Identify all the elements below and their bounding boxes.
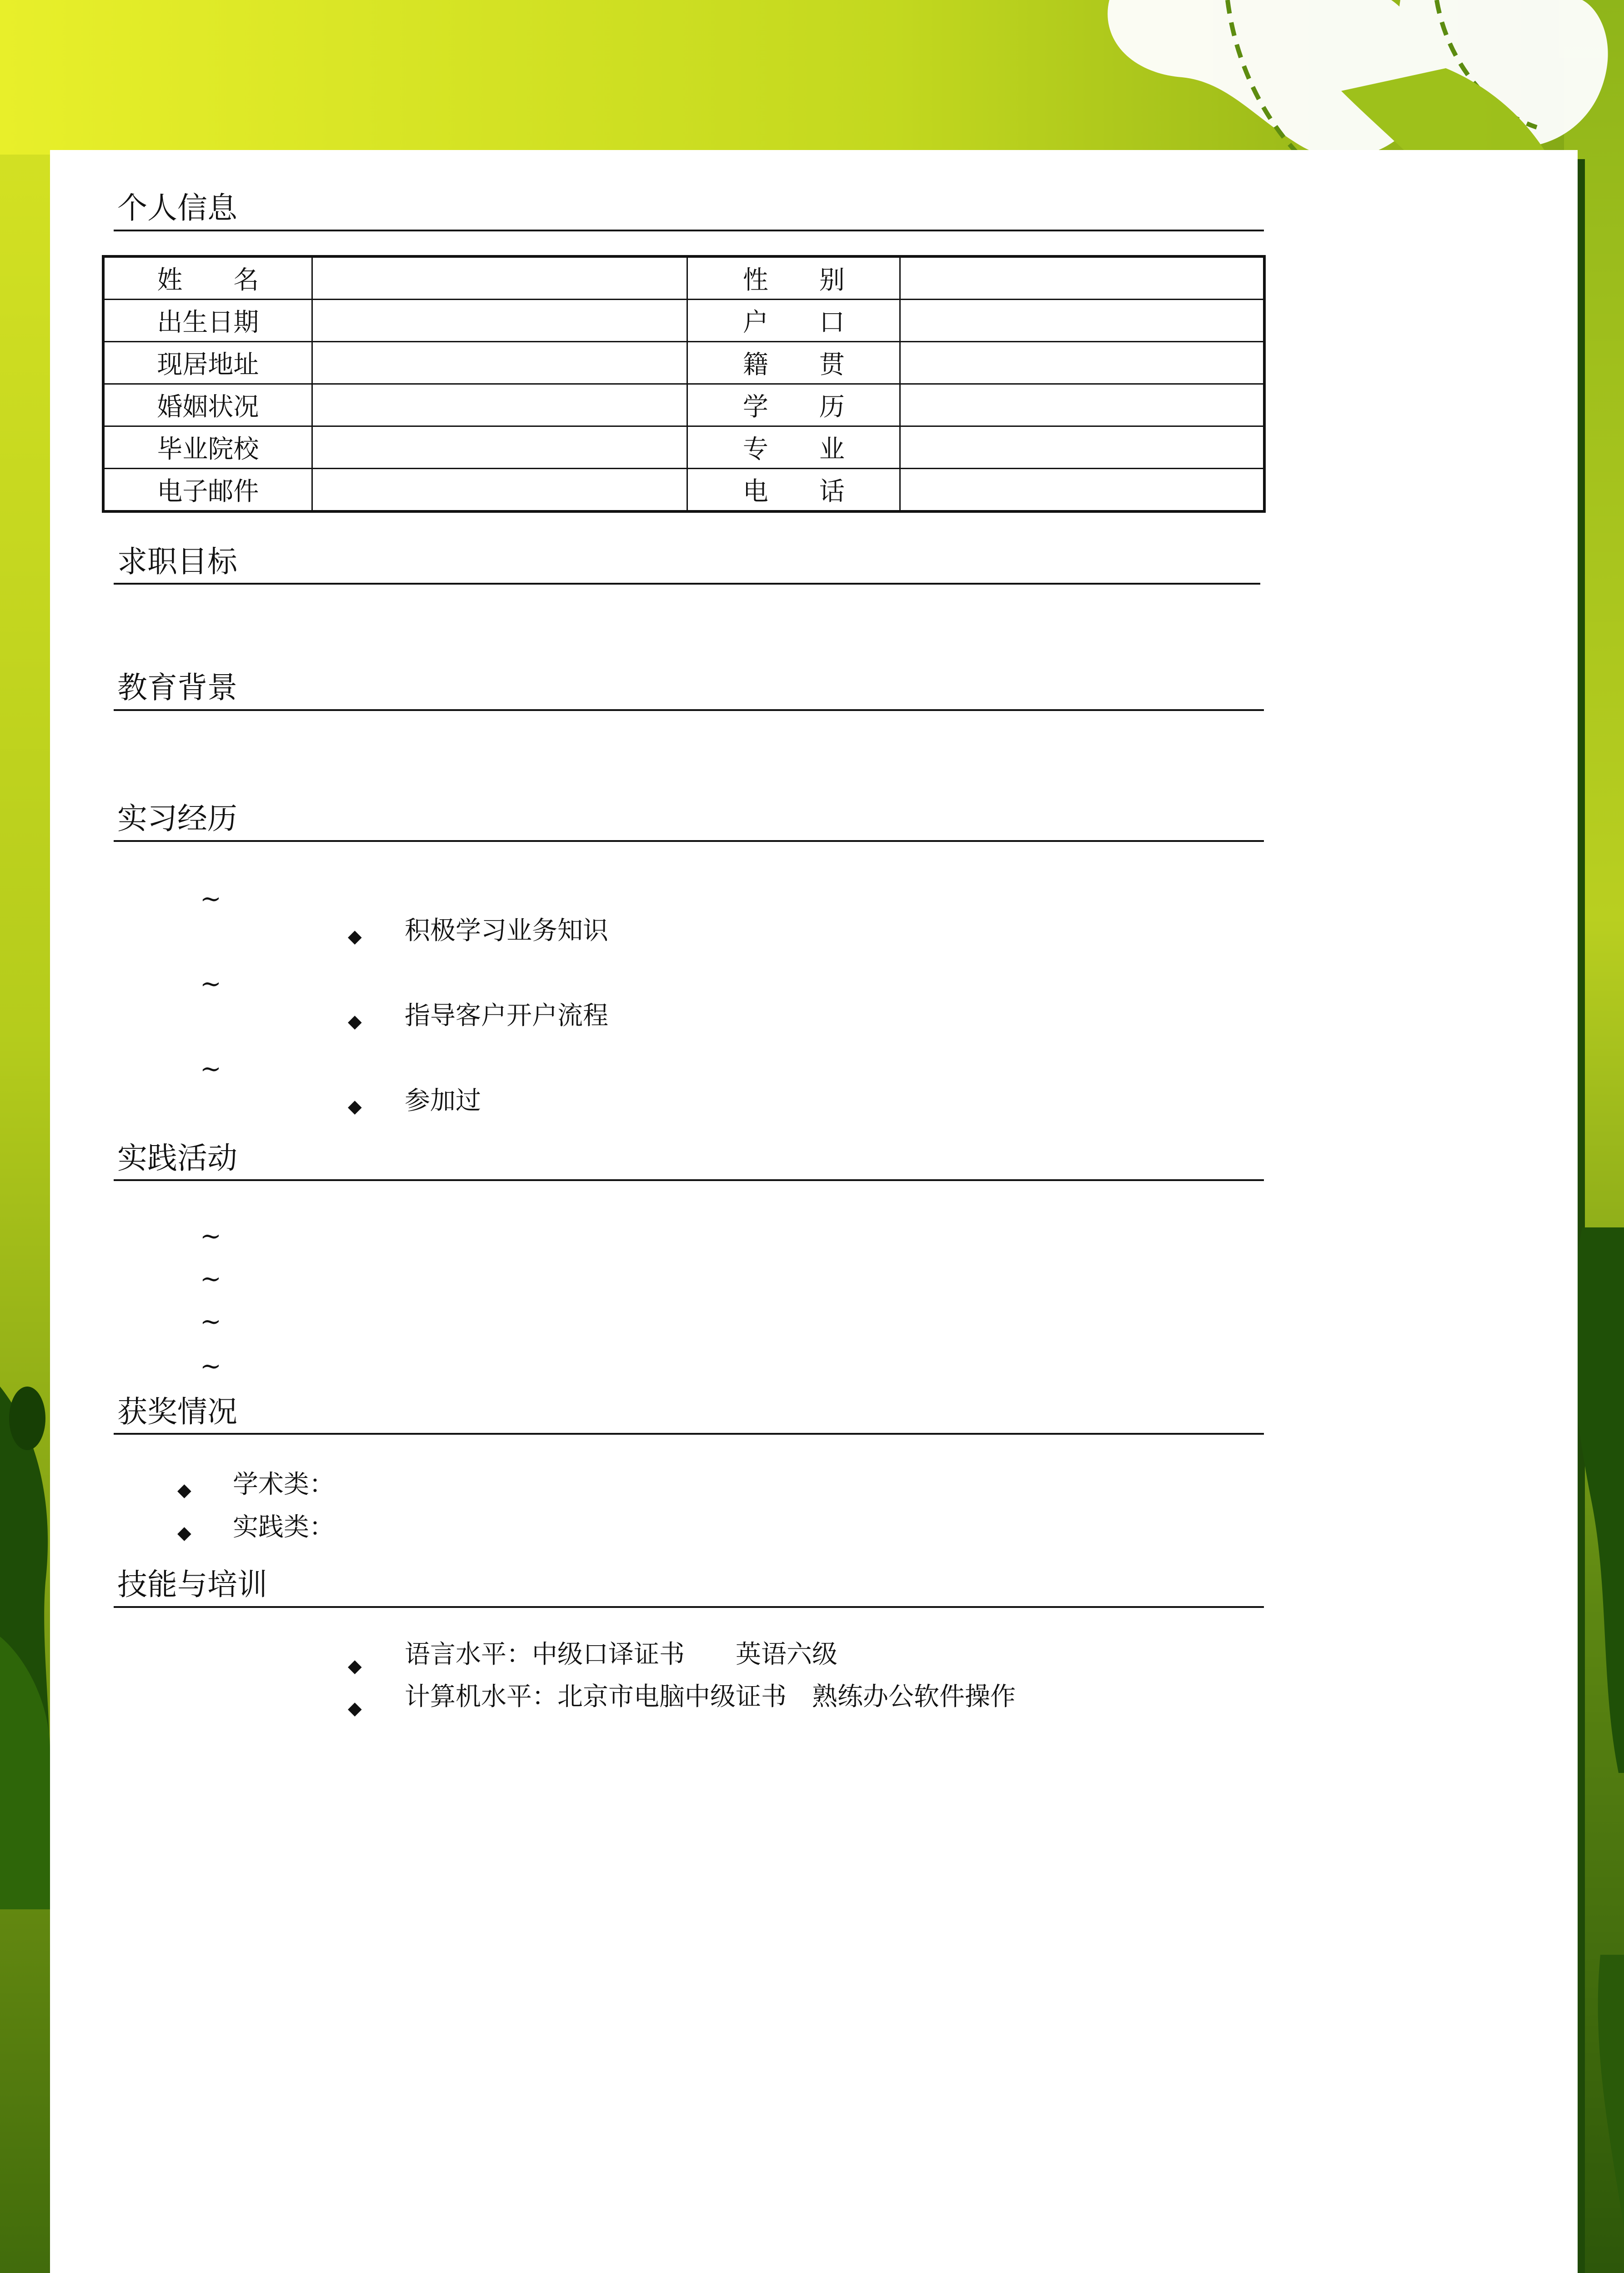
table-row — [103, 256, 1264, 300]
section-title-skills: 技能与培训 — [117, 1567, 267, 1602]
table-row — [103, 300, 1264, 342]
section-rule-objective — [114, 583, 1260, 585]
list-item: 积极学习业务知识 — [405, 916, 608, 946]
field-label: 户 口 — [687, 300, 900, 342]
bullet-icon: ◆ — [177, 1522, 191, 1543]
date-range-tilde: ~ — [200, 1054, 221, 1084]
table-row — [103, 384, 1264, 426]
personal-info-table — [102, 255, 1266, 513]
field-label: 出生日期 — [103, 300, 312, 342]
section-title-internship: 实习经历 — [117, 801, 237, 836]
list-item: 学术类： — [233, 1470, 335, 1499]
section-title-objective: 求职目标 — [117, 544, 237, 579]
bullet-icon: ◆ — [177, 1480, 191, 1501]
field-value[interactable] — [312, 300, 687, 342]
date-range-tilde: ~ — [200, 1307, 221, 1337]
section-title-awards: 获奖情况 — [117, 1394, 237, 1429]
field-label: 毕业院校 — [103, 426, 312, 469]
field-label: 专 业 — [687, 426, 900, 469]
section-rule-internship — [114, 840, 1264, 842]
field-label: 籍 贯 — [687, 342, 900, 384]
date-range-tilde: ~ — [200, 1264, 221, 1294]
field-value[interactable] — [900, 342, 1264, 384]
list-item: 语言水平：中级口译证书 英语六级 — [405, 1640, 837, 1669]
list-item: 实践类： — [233, 1512, 335, 1542]
table-row — [103, 426, 1264, 469]
bullet-icon: ◆ — [348, 926, 362, 947]
list-item: 参加过 — [405, 1086, 481, 1116]
field-value[interactable] — [900, 300, 1264, 342]
section-rule-practice — [114, 1179, 1264, 1181]
field-label: 学 历 — [687, 384, 900, 426]
section-rule-skills — [114, 1606, 1264, 1608]
field-label: 电 话 — [687, 469, 900, 512]
field-value[interactable] — [900, 256, 1264, 300]
table-row — [103, 469, 1264, 512]
bullet-icon: ◆ — [348, 1656, 362, 1677]
bullet-icon: ◆ — [348, 1096, 362, 1117]
field-label: 婚姻状况 — [103, 384, 312, 426]
bullet-icon: ◆ — [348, 1011, 362, 1032]
date-range-tilde: ~ — [200, 969, 221, 999]
table-row — [103, 342, 1264, 384]
field-label: 电子邮件 — [103, 469, 312, 512]
date-range-tilde: ~ — [200, 1352, 221, 1381]
field-value[interactable] — [312, 426, 687, 469]
section-rule-awards — [114, 1433, 1264, 1435]
section-rule-personal — [114, 230, 1264, 231]
date-range-tilde: ~ — [200, 884, 221, 914]
field-value[interactable] — [312, 469, 687, 512]
field-label: 性 别 — [687, 256, 900, 300]
section-rule-education — [114, 709, 1264, 711]
section-title-education: 教育背景 — [117, 670, 237, 705]
field-value[interactable] — [312, 342, 687, 384]
field-value[interactable] — [900, 426, 1264, 469]
field-value[interactable] — [312, 384, 687, 426]
field-value[interactable] — [312, 256, 687, 300]
field-value[interactable] — [900, 469, 1264, 512]
date-range-tilde: ~ — [200, 1222, 221, 1251]
bullet-icon: ◆ — [348, 1698, 362, 1719]
field-label: 姓 名 — [103, 256, 312, 300]
section-title-practice: 实践活动 — [117, 1141, 237, 1176]
field-label: 现居地址 — [103, 342, 312, 384]
list-item: 计算机水平：北京市电脑中级证书 熟练办公软件操作 — [405, 1682, 1016, 1712]
list-item: 指导客户开户流程 — [405, 1001, 608, 1031]
section-title-personal: 个人信息 — [117, 190, 237, 225]
field-value[interactable] — [900, 384, 1264, 426]
